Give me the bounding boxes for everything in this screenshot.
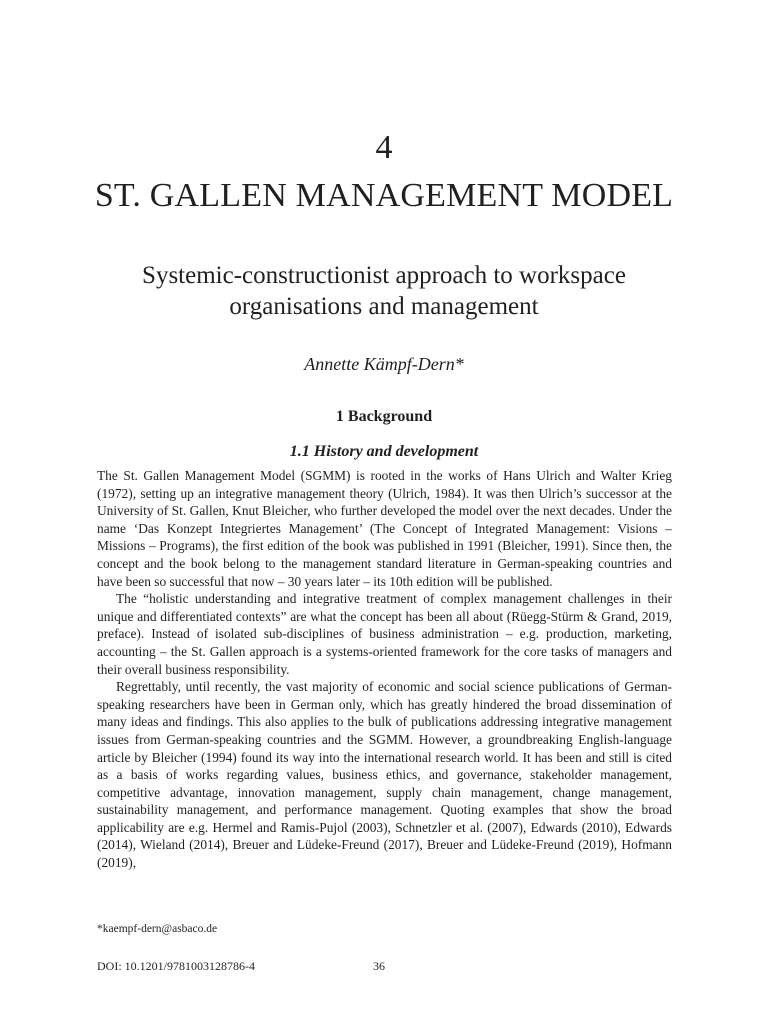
body-text (97, 467, 672, 872)
chapter-title: ST. GALLEN MANAGEMENT MODEL (94, 177, 674, 214)
page-number: 36 (373, 959, 385, 973)
paragraph: Regrettably, until recently, the vast majority of economic and social science publications of German-speaking researchers have been in German only, which has greatly hindered the broad dissemination of many ideas and findings. This also applies to the bulk of publications addressing integrative management issues from German-speaking countries and the SGMM. However, a groundbreaking English-language article by Bleicher (1994) found its way into the international research world. It has been and still is cited as a basis of works regarding values, business ethics, and governance, stakeholder management, competitive advantage, innovation management, supply chain management, change management, sustainability management, and performance management. Quoting examples that show the broad applicability are e.g. Hermel and Ramis-Pujol (2003), Schnetzler et al. (2007), Edwards (2010), Edwards (2014), Wieland (2014), Breuer and Lüdeke-Freund (2017), Breuer and Lüdeke-Freund (2019), Hofmann (2019), (97, 679, 672, 871)
paragraph: The St. Gallen Management Model (SGMM) is rooted in the works of Hans Ulrich and Walter Krieg (1972), setting up an integrative management theory (Ulrich, 1984). It was then Ulrich’s successor at the University of St. Gallen, Knut Bleicher, who further developed the model over the next decades. Under the name ‘Das Konzept Integriertes Management’ (The Concept of Integrated Management: Visions – Missions – Programs), the first edition of the book was published in 1991 (Bleicher, 1991). Since then, the concept and the book belong to the management standard literature in German-speaking countries and have been so successful that now – 30 years later – its 10th edition will be published. (97, 468, 672, 589)
author-name: Annette Kämpf-Dern* (304, 354, 464, 374)
chapter-subtitle: Systemic-constructionist approach to workspace organisations and management (142, 262, 626, 320)
section-heading: 1 Background (335, 408, 433, 425)
paragraph: The “holistic understanding and integrative treatment of complex management challenges in their unique and differentiated contexts” are what the concept has been all about (Rüegg-Stürm & Grand, 2019, preface). Instead of isolated sub-disciplines of business administration – e.g. production, marketing, accounting – the St. Gallen approach is a systems-oriented framework for the core tasks of managers and their overall business responsibility. (97, 591, 672, 677)
subsection-heading: 1.1 History and development (289, 443, 479, 460)
doi-text: DOI: 10.1201/9781003128786-4 (97, 959, 255, 973)
chapter-number: 4 (375, 129, 393, 166)
footnote: *kaempf-dern@asbaco.de (97, 923, 218, 935)
